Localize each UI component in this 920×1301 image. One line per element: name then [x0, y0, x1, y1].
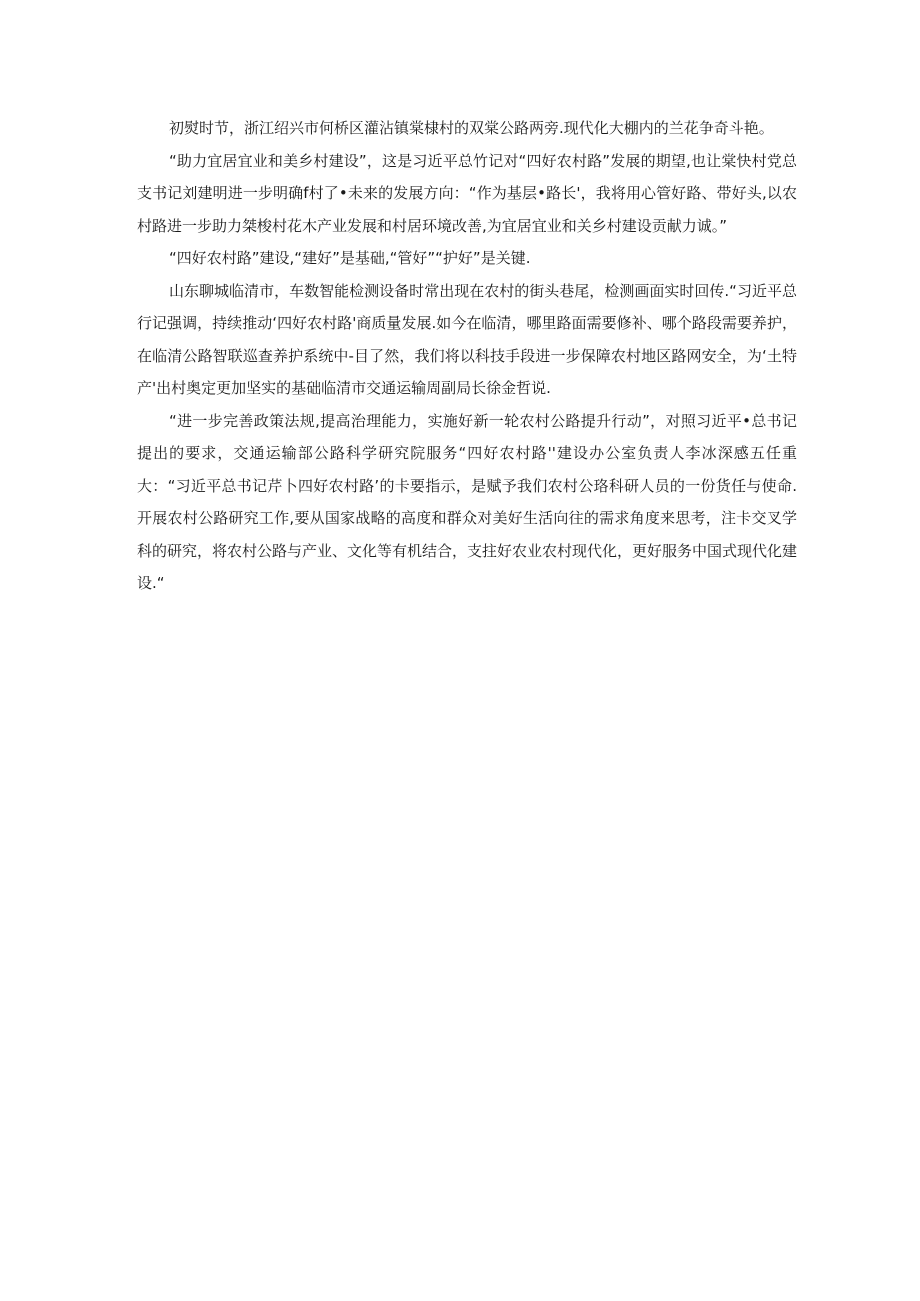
paragraph: “四好农村路”建设,“建好”是基础,“管好”“护好”是关键. [169, 249, 531, 267]
article-body [137, 112, 797, 600]
paragraph: “进一步完善政策法规,提高治理能力，实施好新一轮农村公路提升行动”，对照习近平•总书记提出的要求，交通运输部公路科学研究院服务“四好农村路''建设办公室负责人李冰深感五任重大：“习近平总书记芹卜四好农村路’的卡要指示，是赋予我们农村公珞科研人员的一份货任与使命.开展农村公路研究工作,要从国家战略的高度和群众对美好生活向往的需求角度来思考，注卡交叉学科的研究，将农村公路与产业、文化等有机结合，支拄好农业农村现代化，更好服务中国式现代化建设.“ [137, 411, 798, 592]
paragraph: 山东聊城临清市，车数智能检测设备时常出现在农村的街头巷尾，检测画面实时回传.“习近平总行记强调，持续推动‘四好农村路'商质量发展.如今在临清，哪里路面需要修补、哪个路段需要养护，在临清公路智联巡查养护系统中-目了然，我们将以科技手段进一步保障农村地区路网安全，为‘土特产'出村奥定更加坚实的基础临清市交通运输周副局长徐金哲说. [137, 281, 797, 397]
paragraph: “助力宜居宜业和美乡村建设”，这是习近平总竹记对“四好农村路”发展的期望,也让棠快村党总支书记刘建明进一步明确f村了•未来的发展方向：“作为基层•路长'，我将用心管好路、带好头,以农村路进一步助力桀梭村花木产业发展和村居环境改善,为宜居宜业和关乡村建设贡献力诚。” [137, 151, 797, 235]
paragraph: 初熨时节，浙江绍兴市何桥区灌沾镇棠棣村的双棠公路两旁.现代化大棚内的兰花争奇斗艳。 [169, 119, 774, 137]
